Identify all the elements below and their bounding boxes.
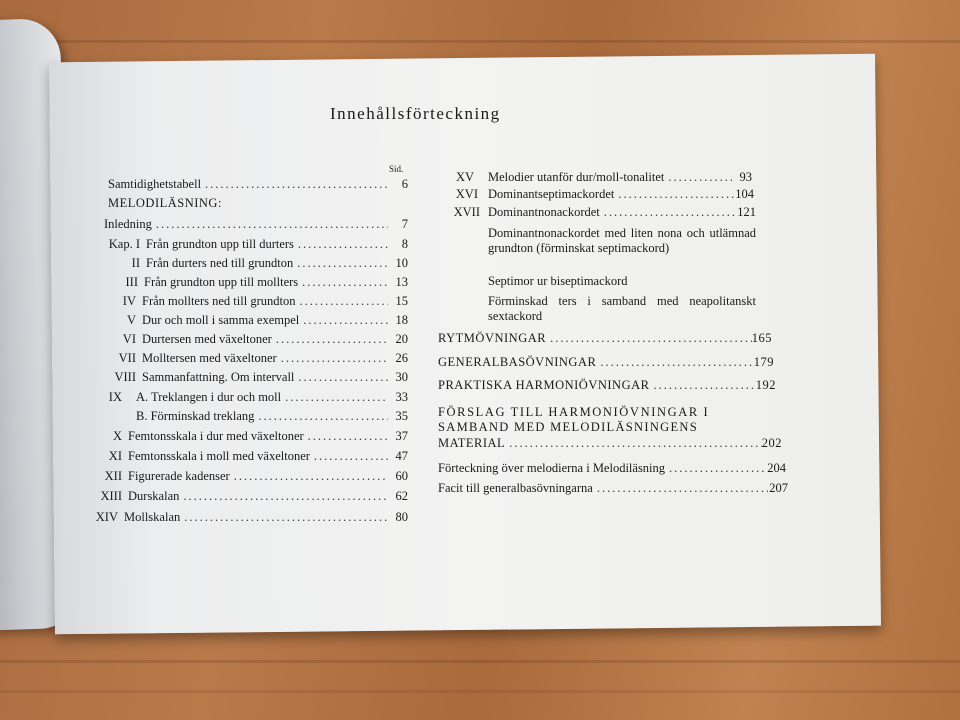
toc-section: GENERALBASÖVNINGAR ..... 179: [438, 355, 774, 370]
toc-entry: Kap. I Från grundton upp till durters ..... 8: [98, 237, 408, 252]
subentry-forminskad-ters: Förminskad ters i samband med neapolitanskt sextackord: [488, 294, 756, 323]
toc-section: RYTMÖVNINGAR ..... 165: [438, 331, 772, 346]
toc-section: PRAKTISKA HARMONIÖVNINGAR ..... 192: [438, 378, 776, 393]
toc-entry: XIV Mollskalan ..... 80: [80, 510, 408, 525]
toc-entry: XVI Dominantseptimackordet ..... 104: [440, 187, 754, 202]
section-heading: MELODILÄSNING:: [108, 196, 222, 210]
toc-entry: B. Förminskad treklang ..... 35: [136, 409, 408, 424]
toc-entry: II Från durters ned till grundton ..... 10: [98, 256, 408, 271]
subentry-nona: Dominantnonackordet med liten nona och utlämnad grundton (förminskat septimackord): [488, 226, 756, 255]
toc-entry: Inledning ..... 7: [104, 217, 408, 232]
toc-entry: IV Från mollters ned till grundton ..... 15: [94, 294, 408, 309]
toc-entry: VIII Sammanfattning. Om intervall ..... 30: [92, 370, 408, 385]
toc-entry: X Femtonsskala i dur med växeltoner ..... 37: [92, 429, 408, 444]
toc-entry: VI Durtersen med växeltoner ..... 20: [94, 332, 408, 347]
toc-entry: III Från grundton upp till mollters ..... 13: [96, 275, 408, 290]
toc-entry: XIII Durskalan ..... 62: [82, 489, 408, 504]
toc-section: MATERIAL ..... 202: [438, 436, 782, 451]
toc-entry: XII Figurerade kadenser ..... 60: [86, 469, 408, 484]
toc-entry: XI Femtonsskala i moll med växeltoner ..... 47: [90, 449, 408, 464]
forslag-line-1: FÖRSLAG TILL HARMONIÖVNINGAR I: [438, 405, 710, 419]
page-title: Innehållsförteckning: [330, 104, 501, 123]
sid-label: Sid.: [389, 164, 404, 174]
toc-entry: IX A. Treklangen i dur och moll ..... 33: [92, 390, 408, 405]
toc-entry: Samtidighetstabell ..... 6: [108, 177, 408, 192]
toc-entry: Förteckning över melodierna i Melodiläsning ..... 204: [438, 461, 786, 476]
toc-entry: VII Molltersen med växeltoner ..... 26: [92, 351, 408, 366]
toc-entry: Facit till generalbasövningarna ..... 207: [438, 481, 788, 496]
forslag-line-2: SAMBAND MED MELODILÄSNINGENS: [438, 420, 699, 434]
toc-entry: XVII Dominantnonackordet ..... 121: [440, 205, 756, 220]
toc-entry: V Dur och moll i samma exempel ..... 18: [94, 313, 408, 328]
subentry-septimor: Septimor ur biseptimackord: [488, 274, 628, 288]
toc-entry: XV Melodier utanför dur/moll-tonalitet ..... 93: [440, 170, 752, 185]
